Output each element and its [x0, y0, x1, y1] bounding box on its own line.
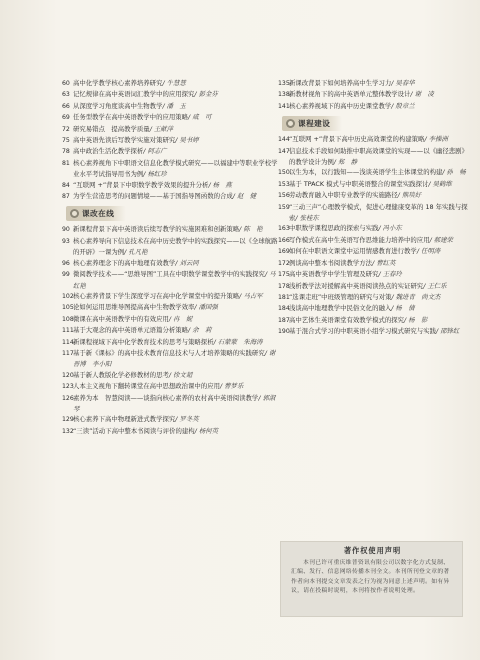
- toc-author: / 王春玲: [378, 270, 402, 279]
- toc-article-title: 基于 TPACK 模式与中职英语整合的课堂实践探讨: [289, 179, 429, 188]
- toc-page-number: 132: [62, 427, 74, 435]
- toc-entry[interactable]: [62, 101, 280, 112]
- toc-author: / 任明涛: [416, 247, 441, 256]
- toc-page-number: 175: [278, 271, 290, 279]
- toc-entry[interactable]: [62, 112, 280, 123]
- toc-right-column: [278, 78, 468, 338]
- toc-page-number: 66: [62, 102, 70, 110]
- section-header-kegai: [66, 205, 280, 222]
- toc-article-title: “互联网 +”背景下高中历史高效课堂的构建策略: [289, 135, 425, 144]
- toc-entry[interactable]: [62, 236, 280, 258]
- toc-entry[interactable]: [278, 303, 468, 314]
- toc-page-number: 156: [278, 192, 290, 200]
- toc-entry[interactable]: [278, 190, 468, 201]
- toc-author: / 杨 影: [404, 315, 428, 324]
- toc-entry[interactable]: [278, 269, 468, 280]
- toc-left-column: [62, 78, 280, 437]
- toc-author: / 熊琰好: [397, 191, 421, 200]
- toc-article-title: “三动三声”心理教学模式，促进心理健康变革的 18 年实践与探索: [289, 202, 468, 223]
- toc-entry[interactable]: [278, 281, 468, 292]
- toc-author: / 郭淑琴: [73, 393, 276, 413]
- toc-entry[interactable]: [62, 146, 280, 157]
- toc-article-title: 如何在中职语文课堂中运用情感教育进行教学: [289, 247, 417, 256]
- toc-article-title: 高中英语教学中学生管理及研究: [289, 270, 379, 279]
- toc-page-number: 144: [278, 136, 290, 144]
- toc-page-number: 114: [62, 338, 74, 346]
- toc-author: / 魏进青 尚文杰: [391, 292, 441, 301]
- toc-article-title: 新课程背景下高中英语读后续写教学的实施困难和创新策略: [73, 225, 240, 234]
- toc-article-title: 高中政治生活化教学探析: [73, 147, 144, 156]
- toc-entry[interactable]: [62, 180, 280, 191]
- toc-author: / 杨 燕: [208, 180, 232, 189]
- toc-entry[interactable]: [62, 426, 280, 437]
- toc-page-number: 190: [278, 328, 290, 336]
- toc-page-number: 60: [62, 80, 70, 87]
- toc-article-title: 微阅教学技术——“思维导图”工具在中职数学课堂教学中的实践探究: [73, 270, 265, 279]
- toc-author: / 徐文超: [168, 370, 193, 379]
- toc-article-title: “三读”活动下高中整本书阅读与评价的建构: [73, 426, 195, 435]
- toc-page-number: 181: [278, 293, 290, 301]
- toc-article-title: 核心素养视角下中职语文信息化教学模式研究——以福建中等职业学校学业水平考试指导用书为例: [73, 158, 278, 179]
- toc-article-title: 新课改背景下如何培养高中生学习力: [289, 79, 392, 87]
- toc-author: / 石蒙蒙 朱海涛: [213, 337, 263, 346]
- section-title: 课改在线: [82, 209, 115, 219]
- toc-author: / 王仁乐: [423, 281, 447, 290]
- toc-entry[interactable]: [278, 315, 468, 326]
- toc-article-title: 研究易错点 提高教学质量: [73, 124, 150, 133]
- toc-entry[interactable]: [62, 381, 280, 392]
- toc-author: / 孙 畅: [442, 168, 466, 177]
- toc-entry[interactable]: [278, 179, 468, 190]
- toc-entry[interactable]: [62, 224, 280, 235]
- toc-article-title: 基于新人教版化学必修教材的思考: [73, 370, 169, 379]
- toc-entry[interactable]: [278, 101, 468, 112]
- toc-article-title: 任务型教学在高中英语教学中的应用策略: [73, 113, 189, 122]
- toc-page-number: 184: [278, 305, 290, 313]
- section-bullet-icon: [70, 209, 79, 218]
- toc-entry[interactable]: [278, 223, 468, 234]
- toc-entry[interactable]: [62, 348, 280, 370]
- toc-page-number: 75: [62, 137, 70, 145]
- toc-page-number: 129: [62, 416, 74, 424]
- toc-page-number: 126: [62, 394, 74, 402]
- toc-author: / 谢晋博 李小阳: [73, 348, 276, 369]
- toc-page-number: 166: [278, 236, 290, 244]
- toc-entry[interactable]: [62, 258, 280, 269]
- toc-article-title: “互联网 +”背景下中职数学教学效果的提升分析: [73, 180, 209, 189]
- toc-article-title: 微课在高中英语教学中的有效应用: [73, 314, 169, 323]
- toc-article-title: 中职数学课程思政的探索与实践: [289, 224, 379, 233]
- toc-author: / 谢 凌: [410, 90, 434, 99]
- toc-author: / 刘云同: [175, 258, 199, 267]
- toc-page-number: 153: [278, 180, 290, 188]
- toc-entry[interactable]: [62, 414, 280, 425]
- toc-entry[interactable]: [62, 393, 280, 415]
- toc-entry[interactable]: [62, 314, 280, 325]
- toc-author: / 阿志广: [143, 147, 167, 156]
- toc-page-number: 90: [62, 226, 70, 234]
- toc-entry[interactable]: [62, 191, 280, 202]
- toc-author: / 马红艳: [73, 270, 276, 290]
- section-header-kecheng: [282, 115, 468, 132]
- toc-page-number: 81: [62, 159, 70, 167]
- toc-entry[interactable]: [278, 89, 468, 100]
- section-bullet-icon: [286, 119, 295, 128]
- toc-page-number: 111: [62, 327, 74, 335]
- toc-author: / 牛慧慧: [162, 79, 186, 87]
- toc-page-number: 63: [62, 91, 70, 99]
- toc-article-title: 记忆规律在高中英语词汇教学中的应用探究: [73, 90, 195, 99]
- toc-article-title: 人本主义视角下翻转课堂在高中思想政治课中的应用: [73, 382, 220, 391]
- toc-page-number: 178: [278, 282, 290, 290]
- toc-page-number: 141: [278, 102, 290, 110]
- toc-entry[interactable]: [278, 246, 468, 257]
- toc-page-number: 117: [62, 349, 74, 357]
- toc-entry[interactable]: [278, 202, 468, 224]
- toc-article-title: 劳动教育融入中职专业教学的实施路径: [289, 191, 398, 200]
- toc-page-number: 147: [278, 147, 290, 155]
- toc-author: / 杨 倩: [391, 304, 415, 313]
- toc-author: / 潘 玉: [162, 101, 186, 110]
- toc-article-title: 为学生营造思考的问题情境——基于国指导图函数的合成: [73, 192, 233, 201]
- toc-author: / 潘国强: [194, 303, 218, 312]
- toc-page-number: 93: [62, 237, 70, 245]
- section-title: 课程建设: [298, 119, 331, 129]
- toc-author: / 杨红珍: [143, 170, 167, 179]
- toc-entry[interactable]: [278, 292, 468, 303]
- toc-page-number: 187: [278, 316, 290, 324]
- toc-article-title: 论如何运用思维导图提高高中生物教学效率: [73, 303, 195, 312]
- toc-author: / 冉 妮: [168, 314, 193, 323]
- toc-article-title: 以生为本，以行践知——浅谈英语学生主体课堂的构建: [289, 168, 443, 177]
- toc-page-number: 102: [62, 292, 74, 300]
- toc-author: / 郝建荣: [429, 235, 453, 244]
- toc-article-title: 高中化学教学核心素养培养研究: [73, 79, 163, 87]
- toc-author: / 陈 艳: [239, 225, 263, 234]
- toc-page-number: 105: [62, 304, 74, 312]
- toc-entry[interactable]: [62, 158, 280, 180]
- toc-page-number: 120: [62, 371, 74, 379]
- toc-author: / 李操洲: [424, 135, 448, 144]
- toc-author: / 余 莉: [188, 326, 212, 335]
- toc-article-title: 素养为本 智慧阅读——谈指向核心素养的农村高中英语阅读教学: [73, 393, 259, 402]
- toc-entry[interactable]: [278, 326, 468, 337]
- toc-author: / 马占军: [239, 291, 263, 300]
- toc-author: / 彭金芬: [194, 90, 218, 99]
- toc-entry[interactable]: [62, 269, 280, 291]
- toc-author: / 殷章兰: [391, 101, 415, 110]
- toc-article-title: 从深度学习角度谈高中生物教学: [73, 101, 163, 110]
- toc-entry[interactable]: [278, 235, 468, 246]
- section-flag: [282, 116, 342, 131]
- toc-entry[interactable]: [278, 134, 468, 145]
- toc-article-title: 基于新《课标》的高中技术教育信息技术与人才培养策略的实践研究: [73, 348, 265, 357]
- toc-article-title: 新教材视角下的高中英语单元整体教学设计: [289, 90, 411, 99]
- toc-page-number: 84: [62, 181, 70, 189]
- toc-author: / 王献萍: [149, 124, 174, 133]
- toc-article-title: 浅析教学法对援解高中英语阅读热点的实证研究: [289, 281, 424, 290]
- toc-entry[interactable]: [62, 89, 280, 100]
- toc-author: / 吴春华: [391, 79, 415, 87]
- copyright-notice-box: [280, 541, 463, 617]
- toc-article-title: 核心素养导向下信息技术在高中历史教学中的实践探究——以《全球航路的开辟》一课为例: [73, 236, 278, 257]
- toc-group-right-top: [278, 78, 468, 112]
- toc-page-number: 123: [62, 383, 74, 391]
- toc-article-title: 新课程视域下高中化学教育技术的思考与策略探析: [73, 337, 214, 346]
- toc-group-right-bottom: [278, 134, 468, 337]
- toc-page-number: 87: [62, 193, 70, 201]
- toc-author: / 张桂东: [295, 214, 319, 223]
- toc-page-number: 99: [62, 271, 70, 279]
- toc-page-number: 69: [62, 114, 70, 122]
- toc-page-number: 159: [278, 203, 290, 211]
- toc-article-title: 核心素养下高中物理新进式教学探究: [73, 415, 176, 424]
- toc-article-title: 核心素养背景下学生深度学习在高中化学课堂中的提升策略: [73, 291, 240, 300]
- toc-entry[interactable]: [278, 146, 468, 168]
- toc-page-number: 163: [278, 225, 290, 233]
- toc-entry[interactable]: [62, 325, 280, 336]
- toc-page-number: 172: [278, 259, 290, 267]
- toc-group-left-top: [62, 78, 280, 202]
- toc-article-title: 核心素养视域下的高中历史课堂教学: [289, 101, 392, 110]
- toc-page-number: 78: [62, 148, 70, 156]
- toc-entry[interactable]: [278, 78, 468, 89]
- toc-article-title: 例谈高中整本书阅读教学方法: [289, 258, 373, 267]
- toc-author: / 吴书婷: [175, 136, 199, 145]
- section-flag: [66, 206, 126, 221]
- toc-page-number: 96: [62, 259, 70, 267]
- toc-entry[interactable]: [62, 302, 280, 313]
- toc-article-title: 信息技术手段如何助推中职高效课堂的实现——以《幽径悲剧》的教学设计为例: [289, 146, 468, 167]
- toc-author: / 郑 静: [333, 158, 358, 167]
- toc-entry[interactable]: [62, 337, 280, 348]
- toc-page-number: 169: [278, 248, 290, 256]
- toc-author: / 赵 健: [232, 192, 257, 201]
- toc-page-number: 150: [278, 169, 290, 177]
- toc-article-title: “选课走班”中班级管理的研究与对策: [289, 292, 392, 301]
- toc-entry[interactable]: [278, 167, 468, 178]
- toc-group-left-bottom: [62, 224, 280, 437]
- toc-article-title: 浅谈高中地理教学中民俗文化的融入: [289, 304, 392, 313]
- notice-body: 本刊已许可重庆维普资讯有限公司以数字化方式复制、汇编、发行、信息网络传播本刊全文。本刊所刊登文章的著作者向本刊提交文章发表之行为视为同意上述声明。如有异议，请在投稿时说明，本刊将按作者说明处理。: [291, 560, 450, 595]
- toc-article-title: 基于混合式学习的中职英语小组学习模式研究与实践: [289, 327, 436, 336]
- toc-article-title: 高中英语先读后写教学实施对策研究: [73, 136, 176, 145]
- toc-author: / 罗冬英: [175, 415, 199, 424]
- toc-article-title: 写作模式在高中生英语写作思维能力培养中的应用: [289, 235, 430, 244]
- toc-page-number: 108: [62, 315, 74, 323]
- toc-entry[interactable]: [62, 78, 280, 89]
- toc-author: / 吴鹤维: [428, 179, 452, 188]
- toc-page-number: 138: [278, 91, 290, 99]
- toc-article-title: 高中艺体生英语课堂有效教学模式的探究: [289, 315, 405, 324]
- toc-author: / 邵锋红: [435, 327, 460, 336]
- toc-page-number: 135: [278, 80, 290, 87]
- toc-author: / 曹红英: [372, 258, 396, 267]
- toc-entry[interactable]: [62, 124, 280, 135]
- toc-entry[interactable]: [62, 370, 280, 381]
- notice-title: 著作权使用声明: [343, 546, 402, 555]
- toc-entry[interactable]: [62, 291, 280, 302]
- toc-article-title: 核心素养理念下的高中地理有效教学: [73, 258, 176, 267]
- toc-page-number: 72: [62, 125, 70, 133]
- toc-author: / 曹梦乐: [219, 382, 244, 391]
- toc-entry[interactable]: [62, 135, 280, 146]
- toc-article-title: 基于大观念的高中英语单元语篇分析策略: [73, 326, 189, 335]
- toc-author: / 孔凡艳: [124, 248, 148, 257]
- toc-author: / 冯小东: [378, 224, 402, 233]
- toc-entry[interactable]: [278, 258, 468, 269]
- toc-author: / 杨何英: [194, 426, 219, 435]
- toc-author: / 咸 可: [188, 113, 212, 122]
